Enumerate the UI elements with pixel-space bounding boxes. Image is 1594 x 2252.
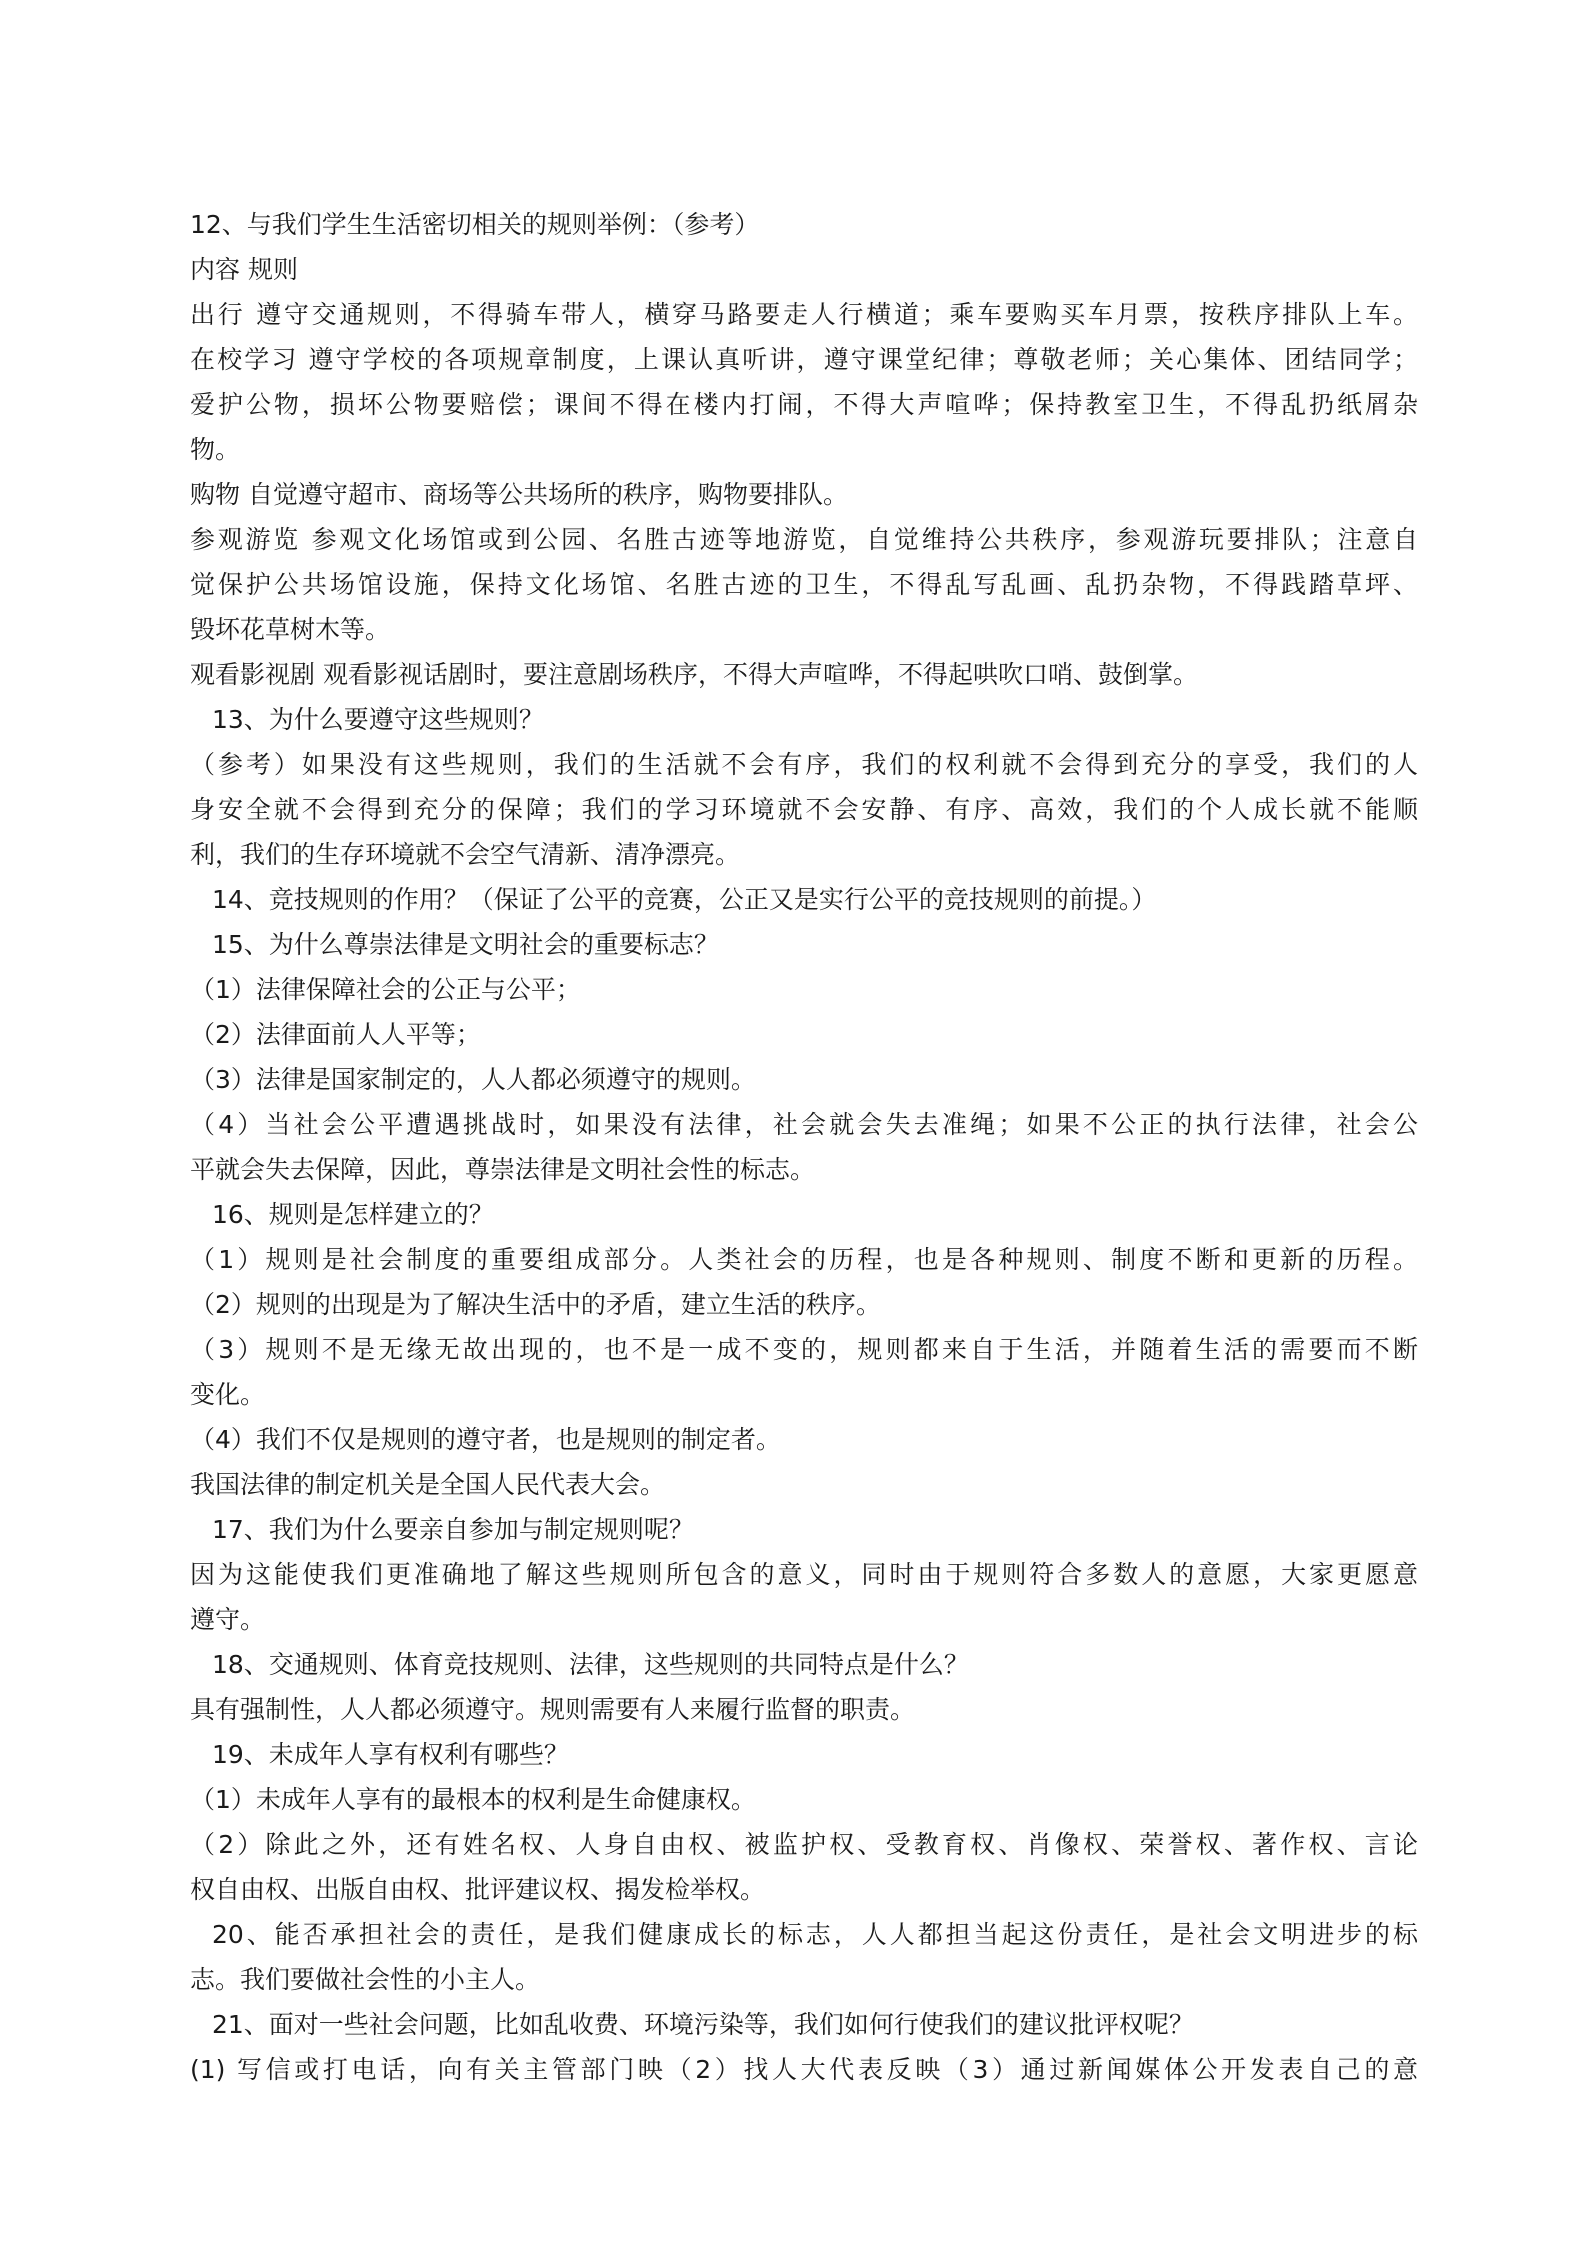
text-line: 17、我们为什么要亲自参加与制定规则呢？ [212,1515,694,1544]
text-line: 18、交通规则、体育竞技规则、法律，这些规则的共同特点是什么？ [212,1650,969,1679]
text-line: (1) 写信或打电话，向有关主管部门映（2）找人大代表反映（3）通过新闻媒体公开发表自己的意 [190,2055,1418,2084]
text-line: 观看影视剧 观看影视话剧时，要注意剧场秩序，不得大声喧哗，不得起哄吹口哨、鼓倒掌。 [190,660,1198,689]
text-line: 身安全就不会得到充分的保障；我们的学习环境就不会安静、有序、高效，我们的个人成长就不能顺 [190,795,1418,824]
text-line: （1）规则是社会制度的重要组成部分。人类社会的历程，也是各种规则、制度不断和更新的历程。 [190,1245,1418,1274]
text-line: 15、为什么尊崇法律是文明社会的重要标志？ [212,930,719,959]
text-line: 20、能否承担社会的责任，是我们健康成长的标志，人人都担当起这份责任，是社会文明进步的标 [212,1920,1418,1949]
text-line: 13、为什么要遵守这些规则？ [212,705,544,734]
text-line: 因为这能使我们更准确地了解这些规则所包含的意义，同时由于规则符合多数人的意愿，大家更愿意 [190,1560,1418,1589]
text-line: （1）未成年人享有的最根本的权利是生命健康权。 [190,1785,756,1814]
text-line: 利，我们的生存环境就不会空气清新、清净漂亮。 [190,840,741,869]
text-line: 具有强制性，人人都必须遵守。规则需要有人来履行监督的职责。 [190,1695,916,1724]
text-line: 平就会失去保障，因此，尊崇法律是文明社会性的标志。 [190,1155,816,1184]
text-line: 12、与我们学生生活密切相关的规则举例：（参考） [190,210,760,239]
text-line: 购物 自觉遵守超市、商场等公共场所的秩序，购物要排队。 [190,480,848,509]
document-body [190,202,1418,2092]
text-line: 参观游览 参观文化场馆或到公园、名胜古迹等地游览，自觉维持公共秩序，参观游玩要排队；注意自 [190,525,1418,554]
text-line: （4）我们不仅是规则的遵守者，也是规则的制定者。 [190,1425,781,1454]
text-line: 21、面对一些社会问题，比如乱收费、环境污染等，我们如何行使我们的建议批评权呢？ [212,2010,1194,2039]
text-line: 觉保护公共场馆设施，保持文化场馆、名胜古迹的卫生，不得乱写乱画、乱扔杂物，不得践踏草坪、 [190,570,1418,599]
text-line: 志。我们要做社会性的小主人。 [190,1965,541,1994]
text-line: 我国法律的制定机关是全国人民代表大会。 [190,1470,666,1499]
text-line: 变化。 [190,1380,266,1409]
text-line: 在校学习 遵守学校的各项规章制度，上课认真听讲，遵守课堂纪律；尊敬老师；关心集体、团结同学； [190,345,1418,374]
text-line: 16、规则是怎样建立的？ [212,1200,494,1229]
text-line: （3）规则不是无缘无故出现的，也不是一成不变的，规则都来自于生活，并随着生活的需要而不断 [190,1335,1418,1364]
text-line: 爱护公物，损坏公物要赔偿；课间不得在楼内打闹，不得大声喧哗；保持教室卫生，不得乱扔纸屑杂 [190,390,1418,419]
text-line: 14、竞技规则的作用？（保证了公平的竞赛，公正又是实行公平的竞技规则的前提。） [212,885,1157,914]
text-line: 出行 遵守交通规则，不得骑车带人，横穿马路要走人行横道；乘车要购买车月票，按秩序排队上车。 [190,300,1418,329]
text-line: （2）规则的出现是为了解决生活中的矛盾，建立生活的秩序。 [190,1290,881,1319]
text-line: 19、未成年人享有权利有哪些？ [212,1740,569,1769]
text-line: （1）法律保障社会的公正与公平； [190,975,581,1004]
text-line: 权自由权、出版自由权、批评建议权、揭发检举权。 [190,1875,766,1904]
text-line: 物。 [190,435,241,464]
text-line: （2）除此之外，还有姓名权、人身自由权、被监护权、受教育权、肖像权、荣誉权、著作权、言论 [190,1830,1418,1859]
text-line: （2）法律面前人人平等； [190,1020,481,1049]
text-line: （3）法律是国家制定的，人人都必须遵守的规则。 [190,1065,756,1094]
text-line: （4）当社会公平遭遇挑战时，如果没有法律，社会就会失去准绳；如果不公正的执行法律，社会公 [190,1110,1418,1139]
text-line: 内容 规则 [190,255,298,284]
text-line: （参考）如果没有这些规则，我们的生活就不会有序，我们的权利就不会得到充分的享受，我们的人 [190,750,1418,779]
text-line: 遵守。 [190,1605,266,1634]
text-line: 毁坏花草树木等。 [190,615,391,644]
